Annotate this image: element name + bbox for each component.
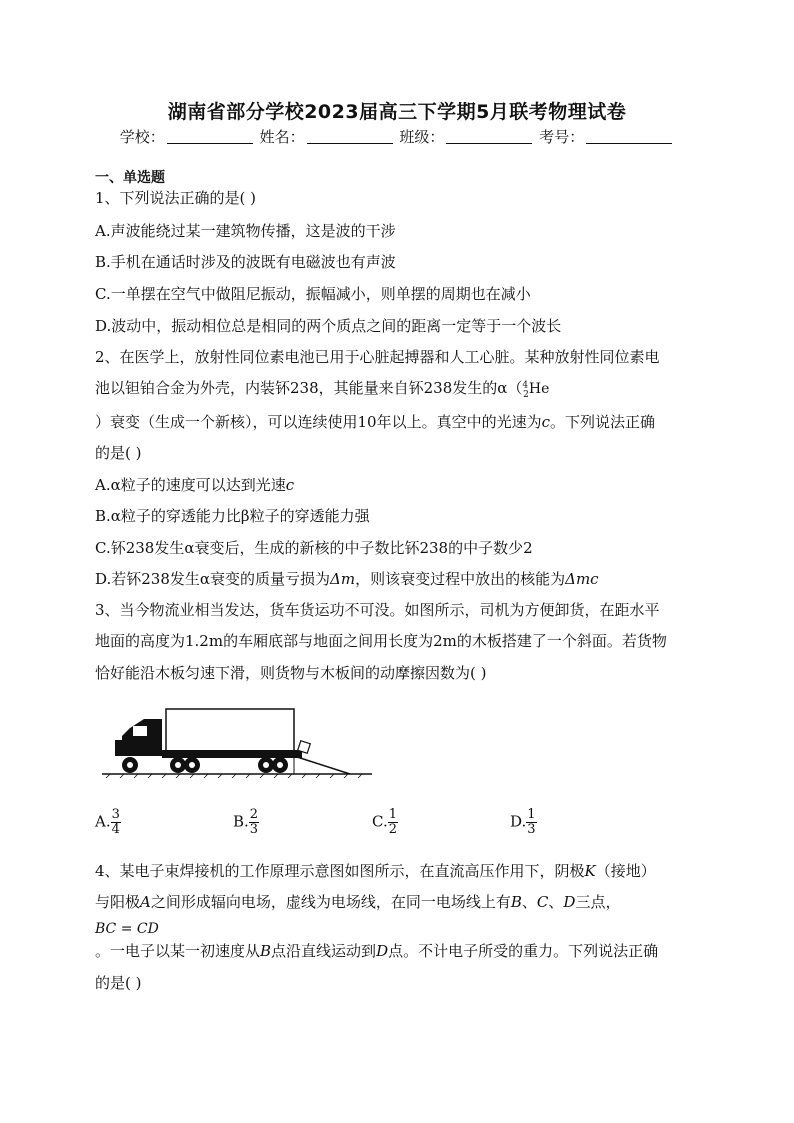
q3-option-c-fraction: [388, 808, 398, 837]
school-label: 学校：: [119, 128, 165, 146]
q4-line1-tail: （接地）: [595, 862, 656, 880]
q3-line3: 恰好能沿木板匀速下滑，则货物与木板间的动摩擦因数为( ): [95, 664, 487, 682]
helium-nuclide: [522, 380, 550, 400]
cathode-symbol: K: [584, 862, 596, 880]
q2-option-d-text2: ，则该衰变过程中放出的核能为: [355, 570, 566, 588]
point-c-symbol: C: [536, 893, 549, 911]
school-blank: [167, 129, 253, 144]
section-heading: 一、单选题: [95, 170, 165, 186]
q4-line4-tail: 点。不计电子所受的重力。下列说法正确: [388, 942, 659, 960]
anode-symbol: A: [140, 893, 151, 911]
q2-option-b: B.α粒子的穿透能力比β粒子的穿透能力强: [95, 507, 370, 525]
q3-option-a-den: 4: [111, 822, 120, 837]
q4-line1-text: 4、某电子束焊接机的工作原理示意图如图所示，在直流高压作用下，阴极: [95, 862, 585, 880]
mass-defect-symbol: Δm: [330, 570, 356, 588]
q4-equation: BC = CD: [95, 921, 159, 937]
name-label: 姓名：: [259, 128, 305, 146]
q4-line4-mid: 点沿直线运动到: [271, 942, 377, 960]
q2-line1: 2、在医学上，放射性同位素电池已用于心脏起搏器和人工心脏。某种放射性同位素电: [95, 348, 660, 366]
q3-option-a-fraction: [111, 808, 121, 837]
q2-option-a: [95, 474, 294, 495]
q4-line1: [95, 860, 656, 881]
q2-line4: 的是( ): [95, 444, 142, 462]
q3-option-d-fraction: [526, 808, 536, 837]
q2-line3a: ）衰变（生成一个新核），可以连续使用10年以上。真空中的光速为: [95, 413, 542, 431]
nuclide-mass: 4: [522, 380, 529, 391]
q2-line3b: 。下列说法正确: [550, 413, 656, 431]
q3-option-a: [95, 808, 121, 837]
q3-line1: 3、当今物流业相当发达，货车货运功不可没。如图所示，司机为方便卸货，在距水平: [95, 601, 660, 619]
q2-option-d: [95, 568, 599, 589]
point-d-symbol: D: [563, 893, 576, 911]
q3-option-c-num: 1: [388, 807, 397, 822]
q3-option-d-num: 1: [527, 807, 536, 822]
q4-line2-mid: 之间形成辐向电场，虚线为电场线，在同一电场线上有: [150, 893, 511, 911]
q3-option-a-num: 3: [111, 807, 120, 822]
q3-option-c-label: C.: [372, 812, 388, 831]
q3-option-b-den: 3: [249, 822, 259, 837]
light-speed-symbol: c: [541, 413, 550, 431]
q3-option-c: [372, 808, 398, 837]
q3-option-d-label: D.: [510, 812, 527, 831]
nuclide-charge: 2: [523, 389, 529, 400]
q2-line2-text: 池以钽铂合金为外壳，内装钚238，其能量来自钚238发生的α（: [95, 379, 523, 397]
nuclear-energy-symbol: Δmc: [565, 570, 599, 588]
q4-line2-text: 与阳极: [95, 893, 141, 911]
q2-line2: [95, 377, 549, 400]
q2-option-a-text: A.α粒子的速度可以达到光速: [95, 476, 286, 494]
q1-option-a: A.声波能绕过某一建筑物传播，这是波的干涉: [95, 222, 396, 240]
q1-option-b: B.手机在通话时涉及的波既有电磁波也有声波: [95, 253, 396, 271]
q3-option-d: [510, 808, 537, 837]
q3-line2: 地面的高度为1.2m的车厢底部与地面之间用长度为2m的木板搭建了一个斜面。若货物: [95, 632, 667, 650]
start-point-symbol: B: [260, 942, 272, 960]
nuclide-symbol: He: [528, 381, 550, 397]
q4-line2-tail: 三点，: [575, 893, 621, 911]
q4-separator-2: 、: [548, 893, 564, 911]
q3-option-a-label: A.: [95, 812, 111, 831]
q1-option-d: D.波动中，振动相位总是相同的两个质点之间的距离一定等于一个波长: [95, 317, 562, 335]
q3-option-b: [233, 808, 259, 837]
q1-stem: 1、下列说法正确的是( ): [95, 189, 257, 207]
q1-option-c: C.一单摆在空气中做阻尼振动，振幅减小，则单摆的周期也在减小: [95, 285, 531, 303]
q2-option-c: C.钚238发生α衰变后，生成的新核的中子数比钚238的中子数少2: [95, 539, 533, 557]
q2-line3: [95, 411, 655, 432]
name-blank: [307, 129, 393, 144]
q4-line4-text: 。一电子以某一初速度从: [95, 942, 261, 960]
q3-option-c-den: 2: [388, 822, 397, 837]
q4-line4: [95, 940, 658, 961]
truck-ramp-figure: [100, 706, 375, 782]
q4-line5: 的是( ): [95, 974, 142, 992]
exam-title: 湖南省部分学校2023届高三下学期5月联考物理试卷: [167, 101, 627, 123]
student-info-row: [0, 126, 794, 147]
q3-option-b-num: 2: [249, 807, 259, 822]
class-label: 班级：: [399, 128, 445, 146]
q4-line2: [95, 891, 620, 912]
exam-number-label: 考号：: [539, 128, 585, 146]
q2-option-d-text1: D.若钚238发生α衰变的质量亏损为: [95, 570, 331, 588]
q2-option-a-c: c: [285, 476, 295, 494]
point-b-symbol: B: [510, 893, 522, 911]
q3-option-d-den: 3: [527, 822, 536, 837]
q3-option-b-fraction: [249, 808, 259, 837]
q3-option-b-label: B.: [233, 812, 249, 831]
end-point-symbol: D: [376, 942, 389, 960]
exam-number-blank: [586, 129, 672, 144]
class-blank: [446, 129, 532, 144]
q4-separator-1: 、: [521, 893, 537, 911]
